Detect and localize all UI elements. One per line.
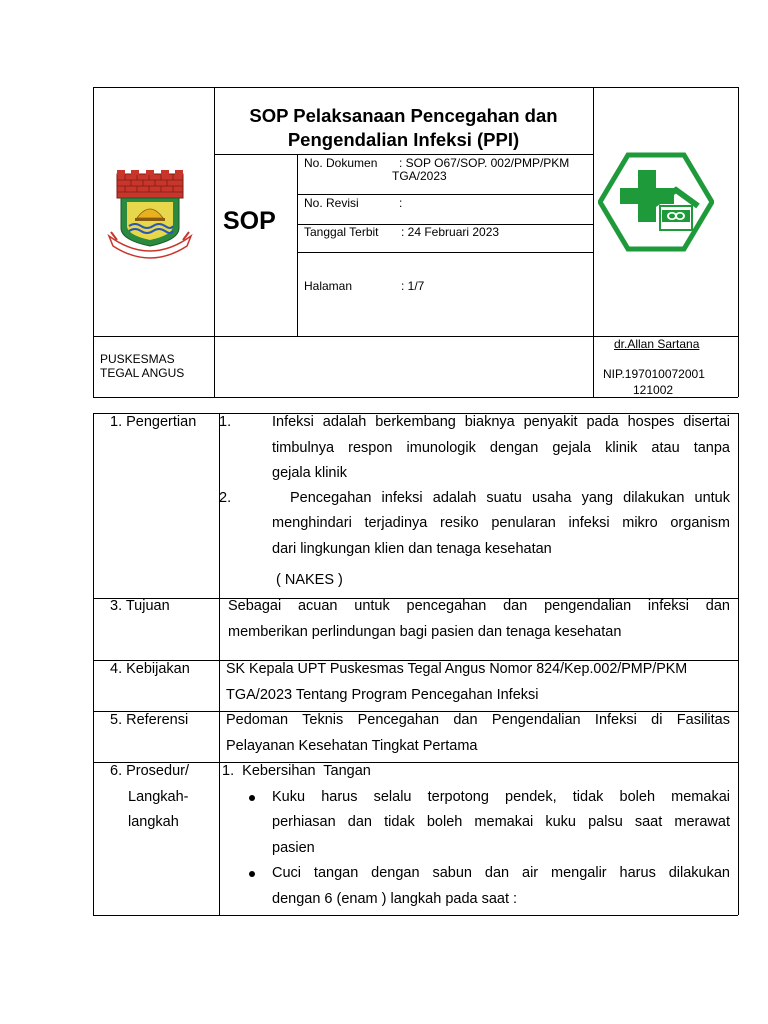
- pengertian-item2-line1: Pencegahan infeksi adalah suatu usaha yang dilakukan untuk: [290, 490, 730, 506]
- document-title-line2: Pengendalian Infeksi (PPI): [287, 129, 520, 150]
- header-row-divider-1: [297, 194, 593, 195]
- prosedur-label-line2: Langkah-: [128, 788, 189, 805]
- header-border-left: [93, 87, 94, 397]
- doc-no-value-line1: : SOP O67/SOP. 002/PMP/PKM: [399, 156, 570, 170]
- tujuan-label: 3. Tujuan: [110, 598, 170, 614]
- org-name-line2: TEGAL ANGUS: [100, 366, 185, 380]
- prosedur-heading: 1. Kebersihan Tangan: [222, 763, 371, 779]
- body-border-bottom: [93, 915, 738, 916]
- document-title-line1: SOP Pelaksanaan Pencegahan dan: [249, 105, 558, 126]
- prosedur-bullet1-line2: perhiasan dan tidak boleh memakai kuku palsu saat merawat: [272, 814, 730, 830]
- puskesmas-cross-icon: [598, 152, 714, 252]
- signer-nip-line1: NIP.197010072001: [603, 367, 705, 381]
- prosedur-bullet2-line2: dengan 6 (enam ) langkah pada saat :: [272, 890, 518, 907]
- page-label: Halaman: [304, 279, 353, 293]
- kota-emblem-logo: [107, 170, 193, 266]
- puskesmas-logo: [598, 152, 714, 252]
- pengertian-item1-line1: Infeksi adalah berkembang biaknya penyakit pada hospes disertai: [272, 414, 730, 430]
- org-name-line1: PUSKESMAS: [100, 352, 175, 366]
- date-label: Tanggal Terbit: [304, 225, 379, 239]
- pengertian-label: 1. Pengertian: [110, 414, 197, 430]
- body-border-right: [738, 413, 739, 915]
- pengertian-item2-line3: dari lingkungan klien dan tenaga kesehatan: [272, 540, 552, 557]
- bullet-icon: [249, 871, 255, 877]
- body-border-left: [93, 413, 94, 915]
- revision-label: No. Revisi: [304, 196, 359, 210]
- prosedur-label-line3: langkah: [128, 814, 179, 830]
- date-value: : 24 Februari 2023: [401, 225, 500, 239]
- doc-no-value-line2: TGA/2023: [392, 169, 447, 183]
- referensi-line2: Pelayanan Kesehatan Tingkat Pertama: [226, 737, 478, 754]
- tujuan-line1: Sebagai acuan untuk pencegahan dan pengendalian infeksi dan: [228, 598, 730, 614]
- pengertian-item2-number: 2.: [219, 490, 232, 506]
- signer-name: dr.Allan Sartana: [614, 337, 700, 351]
- pengertian-item1-line3: gejala klinik: [272, 465, 347, 481]
- kebijakan-line2: TGA/2023 Tentang Program Pencegahan Infeksi: [226, 686, 539, 703]
- document-title: [214, 104, 593, 152]
- header-col-divider-2: [593, 87, 594, 397]
- header-border-bottom: [93, 397, 738, 398]
- kebijakan-label: 4. Kebijakan: [110, 661, 190, 677]
- prosedur-label-line1: 6. Prosedur/: [110, 763, 189, 779]
- referensi-line1: Pedoman Teknis Pencegahan dan Pengendalian Infeksi di Fasilitas: [226, 712, 730, 728]
- pengertian-item2-line4: ( NAKES ): [276, 572, 343, 588]
- signer-nip-line2: 121002: [633, 383, 674, 397]
- header-row-divider-3: [297, 252, 593, 253]
- kota-emblem-icon: [107, 170, 193, 266]
- row-divider-prosedur: [93, 762, 738, 763]
- revision-value: :: [399, 196, 403, 210]
- header-border-right: [738, 87, 739, 397]
- prosedur-bullet1-line3: pasien: [272, 839, 315, 856]
- tujuan-line2: memberikan perlindungan bagi pasien dan tenaga kesehatan: [228, 623, 622, 640]
- kebijakan-line1: SK Kepala UPT Puskesmas Tegal Angus Nomor 824/Kep.002/PMP/PKM: [226, 661, 688, 677]
- pengertian-item2-line2: menghindari terjadinya resiko penularan infeksi mikro organism: [272, 515, 730, 531]
- header-border-top: [93, 87, 738, 88]
- prosedur-bullet2-line1: Cuci tangan dengan sabun dan air mengalir harus dilakukan: [272, 865, 730, 881]
- pengertian-item1-line2: timbulnya respon imunologik dengan gejala klinik atau tanpa: [272, 439, 730, 456]
- doc-no-label: No. Dokumen: [304, 156, 378, 170]
- referensi-label: 5. Referensi: [110, 712, 189, 728]
- prosedur-bullet1-line1: Kuku harus selalu terpotong pendek, tidak boleh memakai: [272, 788, 730, 805]
- sop-label: SOP: [223, 207, 276, 235]
- bullet-icon: [249, 795, 255, 801]
- pengertian-item1-number: 1.: [219, 414, 232, 430]
- header-sop-divider: [297, 154, 298, 336]
- page-value: : 1/7: [401, 279, 425, 293]
- header-title-divider: [214, 154, 593, 155]
